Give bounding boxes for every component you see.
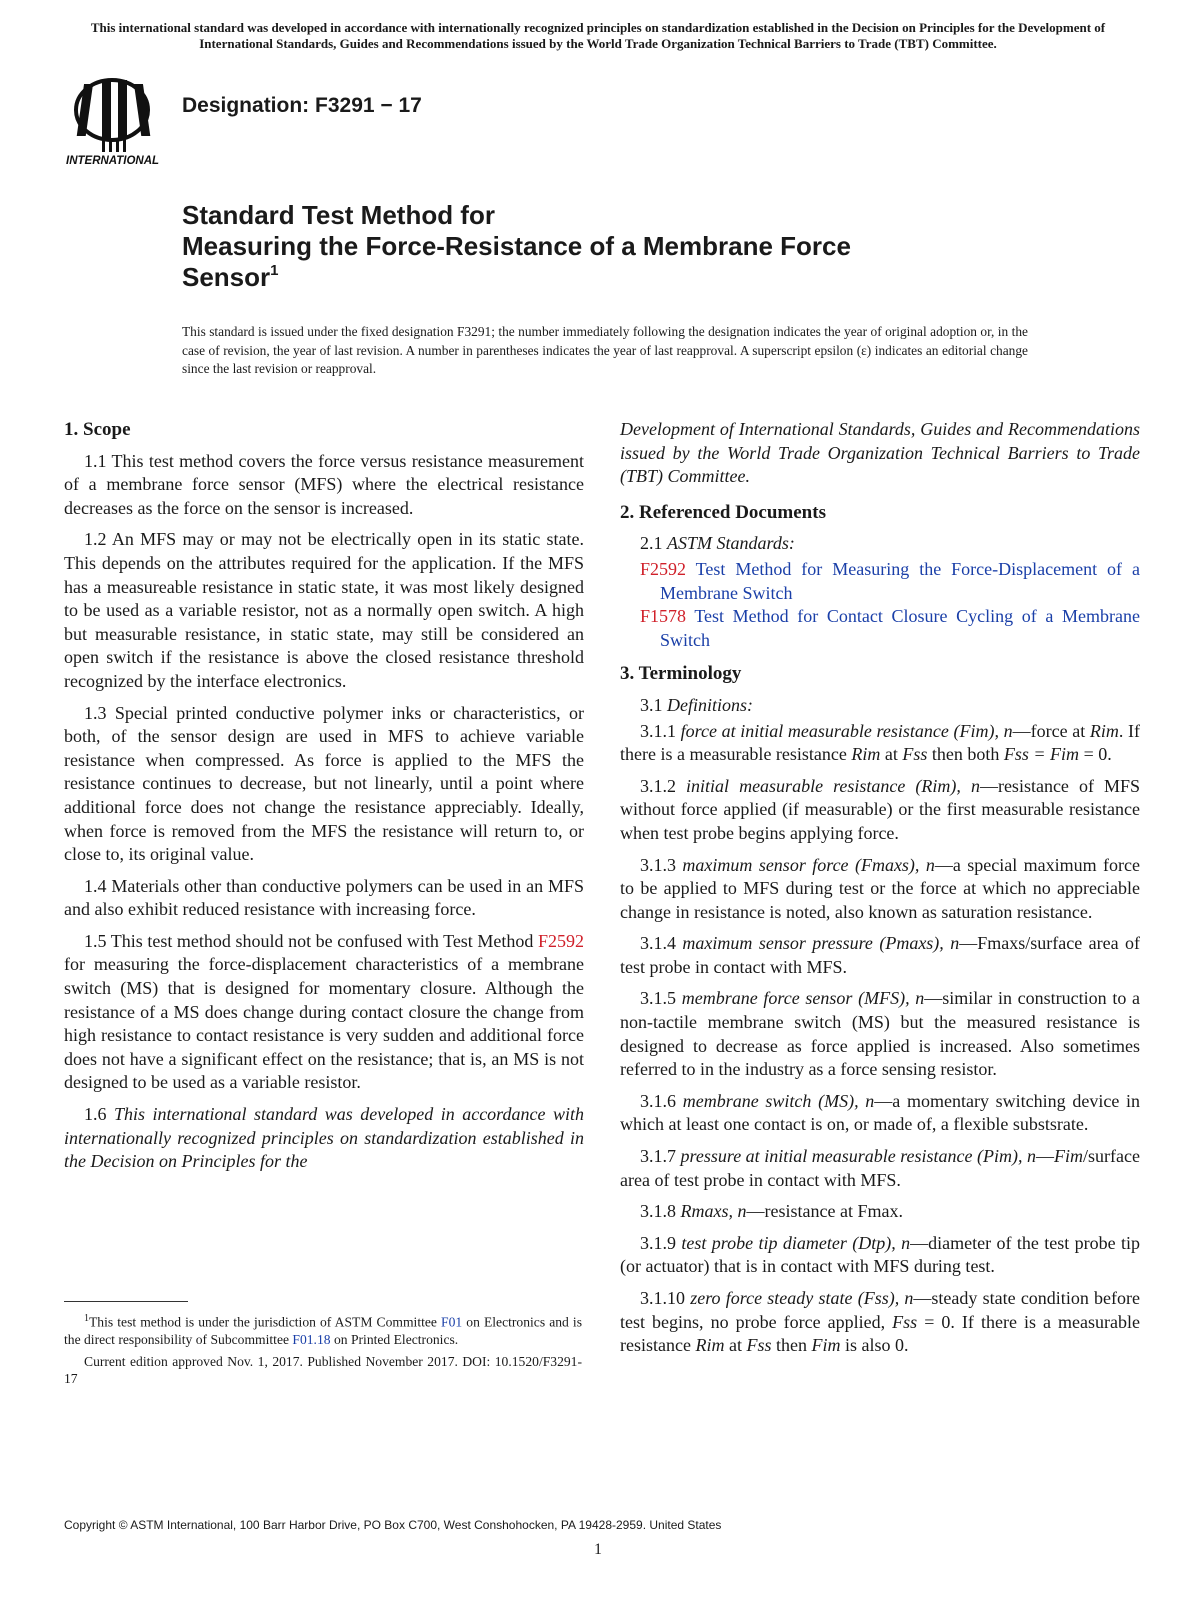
term-name: force at initial measurable resistance (Fim), n bbox=[680, 720, 1013, 741]
term-number: 3.1.5 bbox=[640, 988, 682, 1009]
term-symbol: Fim bbox=[811, 1335, 841, 1356]
link-f01[interactable]: F01 bbox=[441, 1314, 463, 1330]
term-symbol: Fss bbox=[746, 1335, 772, 1356]
term-3-1-9 bbox=[620, 1232, 1140, 1279]
footnote-1 bbox=[64, 1310, 582, 1349]
astm-logo bbox=[64, 70, 168, 166]
term-definition: —a momentary switching device in which at least one contact is on, or made of, a flexible substsrate. bbox=[620, 1090, 1141, 1135]
footnote-mark: 1 bbox=[84, 1313, 89, 1324]
term-definition: —diameter of the test probe tip (or actuator) that is in contact with MFS during test. bbox=[620, 1232, 1141, 1277]
term-symbol: Rim bbox=[695, 1335, 725, 1356]
para-1-6-continued-text: Development of International Standards, Guides and Recommendations issued by the World Trade Organization Technical Barriers to Trade (TBT) Committee. bbox=[620, 419, 1140, 487]
para-1-3: 1.3 Special printed conductive polymer inks or characteristics, or both, of the sensor design are used in MFS to achieve variable resistance when compressed. As force is applied to the MFS the resistance continues to decrease, but not linearly, until a point where additional force does not change the resistance appreciably. Ideally, when force is removed from the MFS the resistance will return to, or close to, its original value. bbox=[64, 702, 584, 865]
term-name: membrane switch (MS), n bbox=[682, 1090, 875, 1111]
term-number: 3.1.4 bbox=[640, 933, 683, 954]
term-text: . If there is a measurable resistance bbox=[620, 720, 1140, 765]
term-number: 3.1.7 bbox=[640, 1146, 681, 1167]
reference-title[interactable]: Test Method for Contact Closure Cycling of a Membrane Switch bbox=[660, 606, 1140, 650]
term-name: Rmaxs, n bbox=[680, 1201, 747, 1222]
term-3-1-1 bbox=[620, 720, 1140, 767]
reference-code[interactable]: F1578 bbox=[640, 606, 687, 627]
term-3-1-3 bbox=[620, 854, 1140, 925]
term-definition: —resistance of MFS without force applied (if measurable) or the first measurable resistance when test probe begins applying force. bbox=[620, 775, 1140, 843]
subheading-number: 2.1 bbox=[640, 533, 667, 554]
term-3-1-8 bbox=[620, 1200, 1140, 1224]
term-number: 3.1.6 bbox=[640, 1090, 683, 1111]
term-text: at bbox=[880, 744, 903, 765]
title-line-3 bbox=[182, 262, 1082, 293]
para-1-5-text: 1.5 This test method should not be confused with Test Method bbox=[84, 930, 538, 951]
page-number: 1 bbox=[594, 1541, 602, 1558]
term-definition: —resistance at Fmax. bbox=[746, 1201, 903, 1222]
term-text: = 0. bbox=[1079, 744, 1112, 765]
term-definition: —similar in construction to a non-tactile membrane switch (MS) but the measured resistance is designed to decrease as force applied is increased. Also sometimes referred to in the industry as a force sensing resistor. bbox=[620, 988, 1141, 1080]
footnote-1-text-c: on Printed Electronics. bbox=[330, 1332, 459, 1348]
link-f2592[interactable]: F2592 bbox=[537, 930, 584, 951]
term-definition: —a special maximum force to be applied to MFS during test or the force at which no appreciable change in resistance is noted, also known as saturation resistance. bbox=[620, 854, 1140, 922]
term-text: then bbox=[771, 1335, 812, 1356]
para-1-6-continued bbox=[620, 418, 1140, 489]
term-3-1-6 bbox=[620, 1090, 1140, 1137]
term-symbol: Fss bbox=[902, 744, 928, 765]
term-text: then both bbox=[927, 744, 1004, 765]
title-line-3-text: Sensor bbox=[182, 262, 271, 292]
term-definition: /surface area of test probe in contact with MFS. bbox=[620, 1146, 1140, 1190]
term-text: —force at bbox=[1012, 720, 1090, 741]
subheading-label: Definitions: bbox=[667, 694, 753, 715]
right-column bbox=[620, 418, 1140, 1366]
footnote-1-text: This test method is under the jurisdiction of ASTM Committee bbox=[89, 1314, 442, 1330]
definitions-subheading bbox=[620, 694, 1140, 718]
term-text: at bbox=[724, 1335, 747, 1356]
term-number: 3.1.10 bbox=[640, 1288, 691, 1308]
referenced-documents-heading: 2. Referenced Documents bbox=[620, 501, 826, 523]
term-name: initial measurable resistance (Rim), n bbox=[686, 775, 980, 796]
term-name: test probe tip diameter (Dtp), n bbox=[681, 1232, 911, 1253]
designation: Designation: F3291 − 17 bbox=[182, 94, 422, 117]
logo-text: INTERNATIONAL bbox=[66, 155, 160, 166]
para-1-4: 1.4 Materials other than conductive polymers can be used in an MFS and also exhibit reduced resistance with increasing force. bbox=[64, 875, 584, 920]
term-symbol: Fss bbox=[892, 1311, 918, 1332]
term-text: is also 0. bbox=[840, 1335, 909, 1356]
para-1-6 bbox=[64, 1103, 584, 1174]
para-1-6-number: 1.6 bbox=[84, 1104, 114, 1125]
document-title bbox=[182, 200, 1082, 293]
para-1-2: 1.2 An MFS may or may not be electrically open in its static state. This depends on the attributes required for the application. If the MFS has a measureable resistance in static state, it was most likely designed to be used as a variable resistor, not as a normally open switch. A high but measurable resistance, in static state, may still be considered an open switch if the resistance is above the closed resistance threshold recognized by the interface electronics. bbox=[64, 529, 584, 691]
footnote-2: Current edition approved Nov. 1, 2017. Published November 2017. DOI: 10.1520/F3291-17 bbox=[64, 1353, 582, 1387]
title-line-2: Measuring the Force-Resistance of a Membrane Force bbox=[182, 231, 851, 261]
para-1-5 bbox=[64, 930, 584, 1095]
link-f01-18[interactable]: F01.18 bbox=[292, 1332, 331, 1348]
copyright: Copyright © ASTM International, 100 Barr Harbor Drive, PO Box C700, West Conshohocken, PA 19428-2959. United States bbox=[64, 1518, 722, 1532]
term-symbol: Rim bbox=[851, 744, 881, 765]
term-3-1-7 bbox=[620, 1145, 1140, 1192]
footnotes bbox=[64, 1310, 582, 1392]
term-symbol: Fim bbox=[1054, 1146, 1084, 1167]
terminology-heading: 3. Terminology bbox=[620, 663, 742, 685]
left-column bbox=[64, 418, 584, 1182]
term-3-1-4 bbox=[620, 932, 1140, 979]
reference-item[interactable] bbox=[640, 605, 1140, 652]
term-symbol: Rim bbox=[1089, 720, 1119, 741]
term-number: 3.1.3 bbox=[640, 854, 683, 875]
title-line-1: Standard Test Method for bbox=[182, 200, 495, 230]
term-text: —steady state condition before test begins, no probe force applied, bbox=[620, 1288, 1140, 1332]
subheading-number: 3.1 bbox=[640, 694, 667, 715]
term-name: pressure at initial measurable resistance (Pim), n bbox=[680, 1146, 1037, 1167]
term-3-1-5 bbox=[620, 987, 1140, 1081]
astm-logo-icon bbox=[64, 70, 168, 166]
term-symbol: Fss = Fim bbox=[1003, 744, 1080, 765]
term-number: 3.1.1 bbox=[640, 720, 681, 741]
term-3-1-2 bbox=[620, 775, 1140, 846]
term-number: 3.1.9 bbox=[640, 1232, 682, 1253]
term-number: 3.1.2 bbox=[640, 775, 687, 796]
term-definition: —Fmaxs/surface area of test probe in contact with MFS. bbox=[620, 933, 1140, 977]
subheading-label: ASTM Standards: bbox=[667, 533, 795, 554]
term-3-1-10 bbox=[620, 1287, 1140, 1358]
issuance-note: This standard is issued under the fixed designation F3291; the number immediately following the designation indicates the year of original adoption or, in the case of revision, the year of last revision. A number in parentheses indicates the year of last reapproval. A superscript epsilon (ε) indicates an editorial change since the last revision or reapproval. bbox=[182, 324, 1028, 376]
term-name: maximum sensor pressure (Pmaxs), n bbox=[682, 933, 960, 954]
top-notice: This international standard was developed in accordance with internationally recognized principles on standardization established in the Decision on Principles for the Development of International Standards, Guides and Recommendations issued by the World Trade Organization Technical Barriers to Trade (TBT) Committee. bbox=[90, 20, 1106, 51]
astm-standards-subheading bbox=[620, 532, 1140, 556]
reference-title[interactable]: Test Method for Measuring the Force-Displacement of a Membrane Switch bbox=[660, 558, 1140, 603]
term-name: maximum sensor force (Fmaxs), n bbox=[682, 854, 935, 875]
reference-item[interactable] bbox=[640, 558, 1140, 605]
para-1-5-text-b: for measuring the force-displacement characteristics of a membrane switch (MS) that is designed for momentary closure. Although the resistance of a MS does change during contact closure the change from high resistance to contact resistance is very sudden and additional force does not have a significant effect on the resistance; that is, an MS is not designed to be used as a variable resistor. bbox=[64, 954, 584, 1093]
title-footnote-mark: 1 bbox=[270, 262, 279, 279]
term-name: membrane force sensor (MFS), n bbox=[681, 988, 925, 1009]
para-1-1: 1.1 This test method covers the force versus resistance measurement of a membrane force sensor (MFS) where the electrical resistance decreases as the force on the sensor is increased. bbox=[64, 450, 584, 518]
footnote-rule bbox=[64, 1301, 188, 1302]
term-number: 3.1.8 bbox=[640, 1201, 681, 1222]
term-text: — bbox=[1036, 1146, 1055, 1167]
term-text: = 0. If there is a measurable resistance bbox=[620, 1311, 1140, 1356]
reference-code[interactable]: F2592 bbox=[640, 558, 687, 579]
para-1-6-text: This international standard was developed in accordance with internationally recognized principles on standardization established in the Decision on Principles for the bbox=[64, 1104, 584, 1172]
footnote-1-text-b: on Electronics and is the direct responsibility of Subcommittee bbox=[64, 1314, 582, 1348]
scope-heading: 1. Scope bbox=[64, 419, 131, 440]
term-name: zero force steady state (Fss), n bbox=[690, 1288, 914, 1308]
